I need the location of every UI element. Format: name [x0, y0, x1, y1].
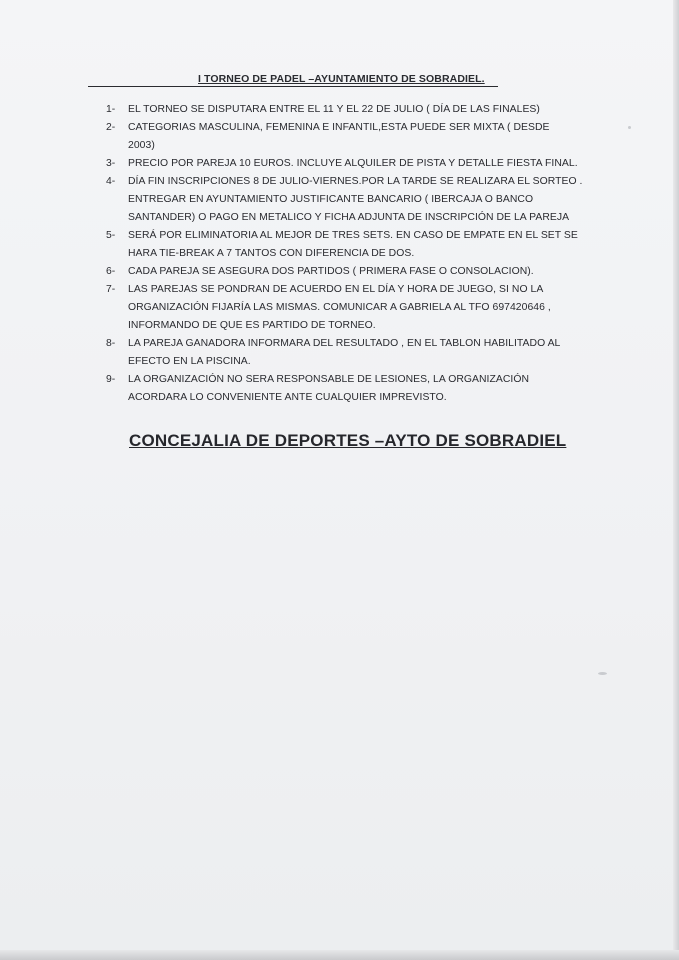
list-item	[106, 263, 576, 281]
list-item	[106, 119, 576, 155]
list-item	[106, 335, 576, 371]
header-rule	[88, 86, 498, 87]
list-item-number: 2-	[106, 122, 116, 133]
list-item-text	[128, 101, 576, 119]
list-item	[106, 371, 576, 407]
list-item-text	[128, 155, 576, 173]
paper-edge-right	[673, 0, 679, 960]
list-item	[106, 101, 576, 119]
list-item	[106, 173, 583, 227]
signature-footer: CONCEJALIA DE DEPORTES –AYTO DE SOBRADIEL	[129, 431, 567, 450]
list-item-line: PRECIO POR PAREJA 10 EUROS. INCLUYE ALQUILER DE PISTA Y DETALLE FIESTA FINAL.	[128, 158, 578, 169]
list-item	[106, 281, 576, 335]
list-item-number: 7-	[106, 284, 116, 295]
document-title: I TORNEO DE PADEL –AYUNTAMIENTO DE SOBRADIEL.	[198, 73, 485, 85]
list-item-line: LA ORGANIZACIÓN NO SERA RESPONSABLE DE LESIONES, LA ORGANIZACIÓN	[128, 374, 530, 385]
list-item-number: 3-	[106, 158, 116, 169]
paper-speck	[628, 126, 631, 129]
list-item	[106, 155, 576, 173]
list-item-number: 1-	[106, 104, 116, 115]
list-item-line: ENTREGAR EN AYUNTAMIENTO JUSTIFICANTE BANCARIO ( IBERCAJA O BANCO	[128, 194, 534, 205]
list-item-line: SERÁ POR ELIMINATORIA AL MEJOR DE TRES SETS. EN CASO DE EMPATE EN EL SET SE	[128, 230, 578, 241]
list-item-line: EL TORNEO SE DISPUTARA ENTRE EL 11 Y EL 22 DE JULIO ( DÍA DE LAS FINALES)	[128, 104, 540, 115]
list-item-text	[128, 119, 576, 155]
list-item-text	[128, 263, 576, 281]
list-item-text	[128, 371, 576, 407]
list-item-text	[128, 281, 576, 335]
list-item-line: CADA PAREJA SE ASEGURA DOS PARTIDOS ( PRIMERA FASE O CONSOLACION).	[128, 266, 534, 277]
list-item-line: HARA TIE-BREAK A 7 TANTOS CON DIFERENCIA DE DOS.	[128, 248, 415, 259]
list-item-line: DÍA FIN INSCRIPCIONES 8 DE JULIO-VIERNES.POR LA TARDE SE REALIZARA EL SORTEO .	[128, 176, 583, 187]
list-item-line: EFECTO EN LA PISCINA.	[128, 356, 251, 367]
list-item-line: 2003)	[128, 140, 155, 151]
list-item-number: 6-	[106, 266, 116, 277]
list-item-number: 8-	[106, 338, 116, 349]
list-item-line: LAS PAREJAS SE PONDRAN DE ACUERDO EN EL DÍA Y HORA DE JUEGO, SI NO LA	[128, 284, 544, 295]
list-item-line: ORGANIZACIÓN FIJARÍA LAS MISMAS. COMUNICAR A GABRIELA AL TFO 697420646 ,	[128, 302, 551, 313]
paper-speck	[598, 672, 607, 675]
list-item-text	[128, 227, 576, 263]
paper-edge-bottom	[0, 950, 679, 960]
rules-list	[106, 101, 583, 407]
list-item-number: 5-	[106, 230, 116, 241]
list-item-number: 4-	[106, 176, 116, 187]
list-item-line: ACORDARA LO CONVENIENTE ANTE CUALQUIER IMPREVISTO.	[128, 392, 447, 403]
list-item-line: INFORMANDO DE QUE ES PARTIDO DE TORNEO.	[128, 320, 376, 331]
list-item-text	[128, 173, 583, 227]
list-item-number: 9-	[106, 374, 116, 385]
list-item-text	[128, 335, 576, 371]
list-item-line: CATEGORIAS MASCULINA, FEMENINA E INFANTIL,ESTA PUEDE SER MIXTA ( DESDE	[128, 122, 550, 133]
list-item	[106, 227, 576, 263]
list-item-line: SANTANDER) O PAGO EN METALICO Y FICHA ADJUNTA DE INSCRIPCIÓN DE LA PAREJA	[128, 212, 570, 223]
list-item-line: LA PAREJA GANADORA INFORMARA DEL RESULTADO , EN EL TABLON HABILITADO AL	[128, 338, 561, 349]
